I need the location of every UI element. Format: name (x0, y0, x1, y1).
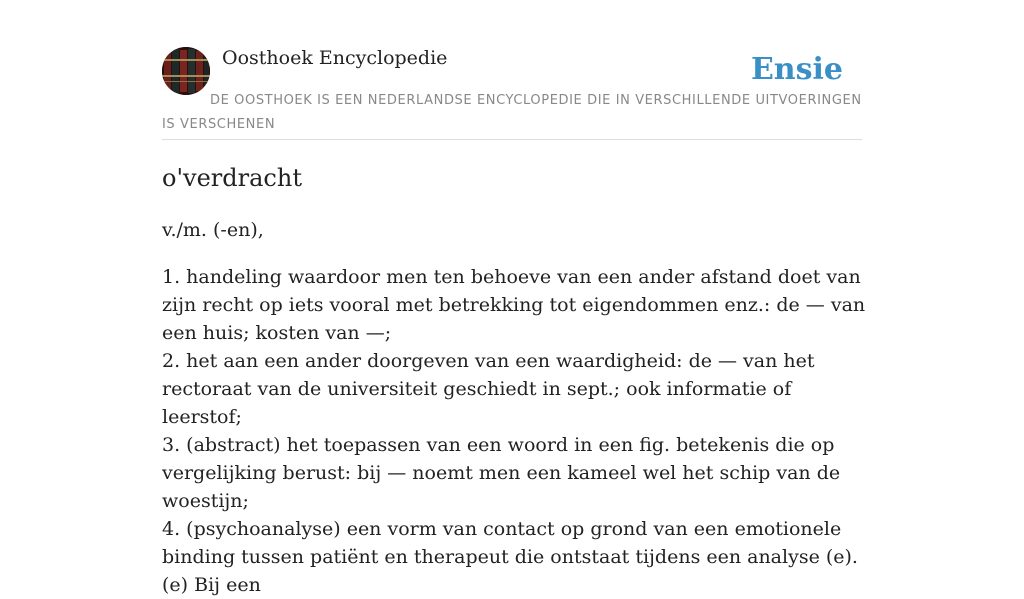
definition-item: 1. handeling waardoor men ten behoeve van een ander afstand doet van zijn recht op iets vooral met betrekking tot eigendommen enz.: de — van een huis; kosten van —; (162, 266, 866, 344)
site-name[interactable]: Oosthoek Encyclopedie (222, 47, 448, 69)
entry-title: o'verdracht (162, 164, 302, 192)
publisher-avatar[interactable] (162, 47, 210, 95)
brand-logo[interactable]: Ensie (750, 52, 843, 87)
book-spines-icon (162, 47, 210, 95)
header-divider (162, 139, 862, 140)
entry-grammar: v./m. (-en), (162, 219, 264, 241)
definition-item: 4. (psychoanalyse) een vorm van contact op grond van een emotionele binding tussen patiënt en therapeut die ontstaat tijdens een analyse (e). (e) Bij een (162, 518, 858, 596)
entry-definitions (162, 263, 866, 599)
definition-item: 2. het aan een ander doorgeven van een waardigheid: de — van het rectoraat van de universiteit geschiedt in sept.; ook informatie of leerstof; (162, 350, 815, 428)
definition-item: 3. (abstract) het toepassen van een woord in een fig. betekenis die op vergelijking berust: bij — noemt men een kameel wel het schip van de woestijn; (162, 434, 841, 512)
site-tagline: DE OOSTHOEK IS EEN NEDERLANDSE ENCYCLOPEDIE DIE IN VERSCHILLENDE UITVOERINGEN IS VERSCHENEN (162, 93, 862, 132)
